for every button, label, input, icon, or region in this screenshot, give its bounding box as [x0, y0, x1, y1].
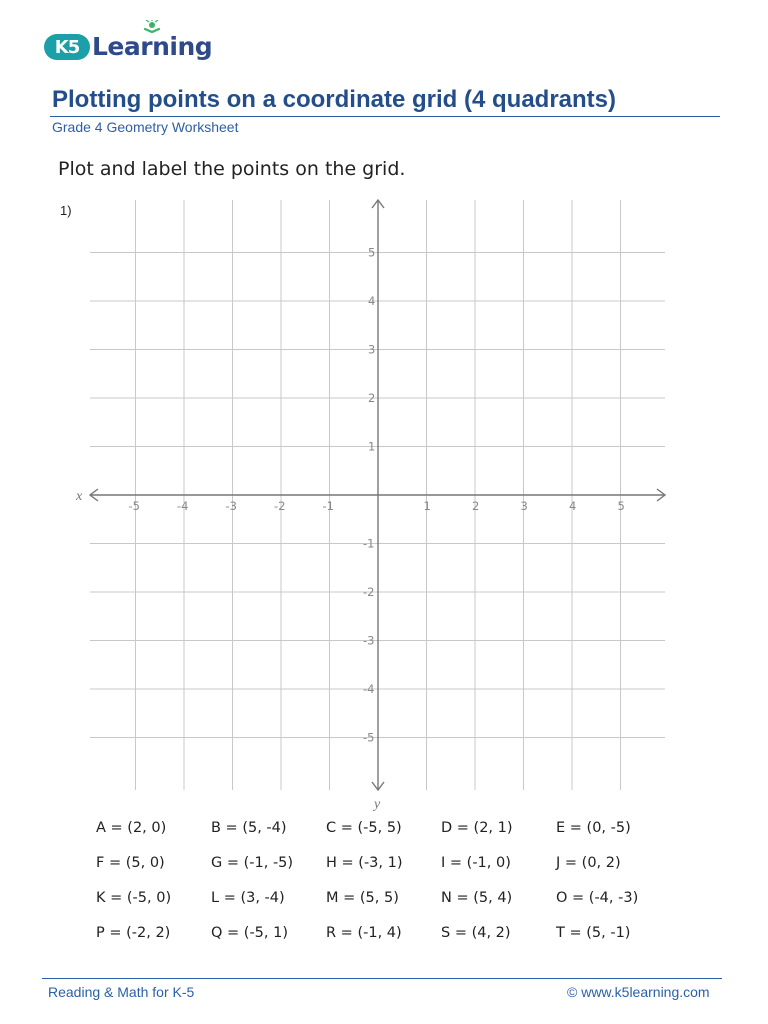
y-tick-label: 2 [368, 391, 376, 405]
point-item [211, 820, 326, 838]
logo-badge: K5 [44, 34, 90, 60]
point-coords: (-2, 2) [126, 925, 171, 941]
page-subtitle: Grade 4 Geometry Worksheet [52, 119, 239, 135]
footer-tagline: Reading & Math for K-5 [48, 984, 195, 1000]
y-tick-label: 4 [368, 294, 376, 308]
point-coords: (-4, -3) [588, 890, 639, 906]
y-axis-label: y [374, 797, 381, 812]
x-tick-label: -5 [128, 499, 140, 513]
point-label: E = [556, 820, 582, 836]
point-label: L = [211, 890, 236, 906]
y-tick-label: 5 [368, 245, 376, 260]
point-label: M = [326, 890, 356, 906]
x-tick-label: 1 [423, 499, 431, 513]
x-tick-label: 3 [520, 499, 528, 513]
point-item [211, 855, 326, 873]
point-item [556, 890, 671, 908]
x-tick-label: 2 [472, 499, 480, 513]
point-coords: (5, 4) [473, 890, 513, 906]
x-tick-label: -3 [225, 499, 237, 513]
point-item [96, 855, 211, 873]
y-tick-label: -3 [363, 633, 375, 648]
page-title: Plotting points on a coordinate grid (4 quadrants) [52, 86, 616, 113]
point-item [556, 925, 671, 943]
y-tick-label: 3 [368, 342, 376, 357]
x-tick-label: -1 [322, 499, 334, 513]
point-item [441, 925, 556, 943]
instructions: Plot and label the points on the grid. [58, 158, 406, 180]
point-label: A = [96, 820, 123, 836]
point-item [556, 820, 671, 838]
point-label: B = [211, 820, 238, 836]
point-coords: (5, -1) [586, 925, 631, 941]
point-coords: (0, 2) [581, 855, 621, 871]
point-label: R = [326, 925, 353, 941]
point-coords: (-3, 1) [358, 855, 403, 871]
y-tick-label: -2 [363, 585, 375, 599]
point-label: K = [96, 890, 123, 906]
points-list [96, 820, 696, 943]
x-axis-label: x [76, 489, 83, 504]
point-item [441, 820, 556, 838]
footer-website: © www.k5learning.com [567, 984, 710, 1000]
point-coords: (-5, 0) [126, 890, 172, 906]
x-tick-label: 5 [617, 499, 625, 513]
point-item [326, 890, 441, 908]
point-item [211, 890, 326, 908]
point-label: I = [441, 855, 463, 871]
point-item [326, 925, 441, 943]
point-item [326, 820, 441, 838]
point-label: F = [96, 855, 122, 871]
point-coords: (-1, 4) [357, 925, 402, 941]
point-item [211, 925, 326, 943]
point-label: T = [556, 925, 582, 941]
point-coords: (4, 2) [471, 925, 511, 941]
point-coords: (5, 5) [359, 890, 399, 906]
x-tick-label: -2 [274, 499, 286, 513]
point-item [96, 890, 211, 908]
point-label: S = [441, 925, 467, 941]
point-coords: (2, 1) [473, 820, 513, 836]
point-label: H = [326, 855, 354, 871]
point-coords: (3, -4) [240, 890, 285, 906]
point-coords: (-5, 1) [243, 925, 288, 941]
point-coords: (-5, 5) [357, 820, 402, 836]
x-tick-label: -4 [177, 499, 189, 513]
point-coords: (-1, -5) [243, 855, 294, 871]
point-label: G = [211, 855, 239, 871]
y-tick-label: -5 [363, 730, 375, 745]
point-item [556, 855, 671, 873]
point-coords: (2, 0) [127, 820, 167, 836]
point-label: D = [441, 820, 469, 836]
y-tick-label: -1 [363, 536, 375, 551]
point-coords: (5, 0) [125, 855, 165, 871]
problem-number: 1) [60, 203, 72, 218]
point-item [96, 925, 211, 943]
point-coords: (-1, 0) [466, 855, 511, 871]
logo-wordmark: Learning [92, 32, 213, 61]
x-tick-label: 4 [569, 499, 577, 513]
point-item [96, 820, 211, 838]
point-label: O = [556, 890, 585, 906]
point-label: P = [96, 925, 122, 941]
point-coords: (0, -5) [586, 820, 631, 836]
footer-divider [42, 978, 722, 979]
point-item [326, 855, 441, 873]
point-coords: (5, -4) [242, 820, 287, 836]
y-tick-label: 1 [368, 439, 376, 454]
y-tick-label: -4 [363, 682, 375, 696]
point-label: N = [441, 890, 469, 906]
point-label: J = [556, 855, 578, 871]
point-item [441, 890, 556, 908]
point-label: Q = [211, 925, 240, 941]
point-label: C = [326, 820, 353, 836]
point-item [441, 855, 556, 873]
